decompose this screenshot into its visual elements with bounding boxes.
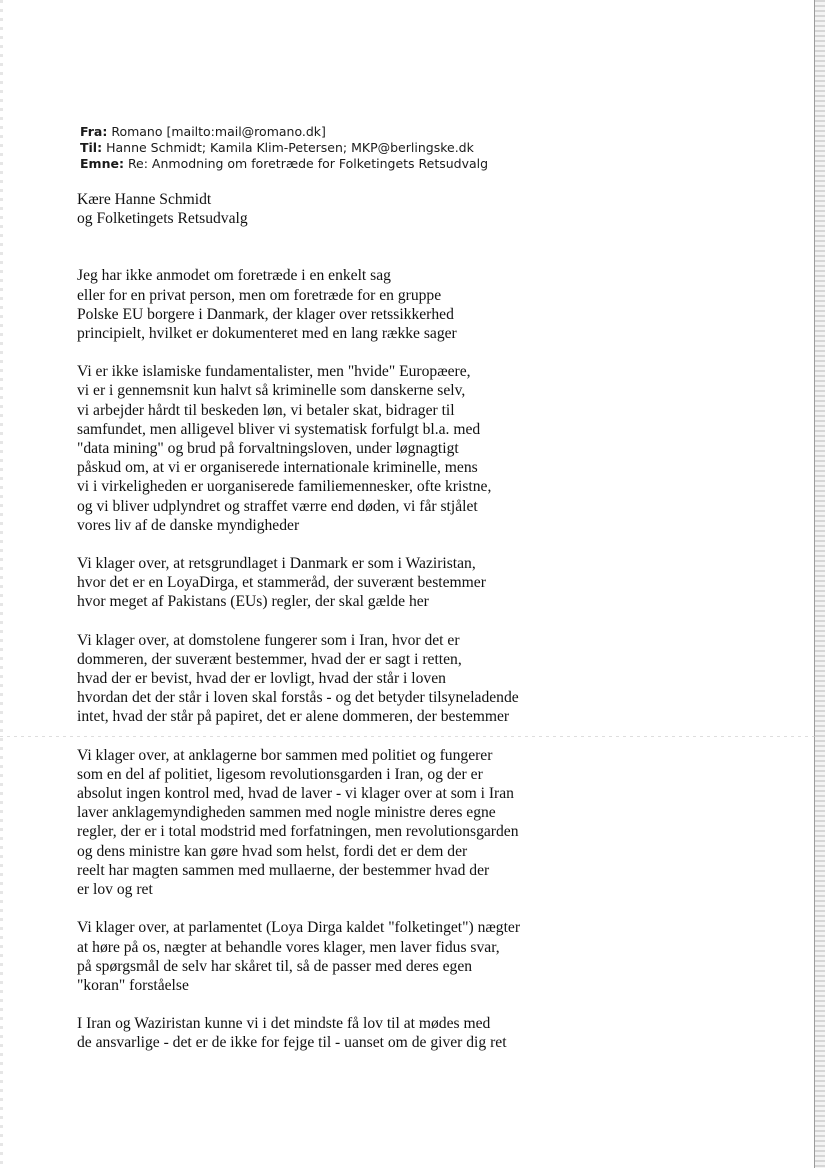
text-line: hvor meget af Pakistans (EUs) regler, der skal gælde her [77,593,429,611]
text-line: hvor det er en LoyaDirga, et stammeråd, der suverænt bestemmer [77,574,486,592]
text-line: principielt, hvilket er dokumenteret med en lang række sager [77,325,457,343]
email-to-row [80,140,488,156]
text-line: Vi klager over, at domstolene fungerer som i Iran, hvor det er [77,631,460,649]
email-subject-label: Emne: [80,156,124,171]
text-line: de ansvarlige - det er de ikke for fejge til - uanset om de giver dig ret [77,1034,507,1052]
email-from-value: Romano [mailto:mail@romano.dk] [111,124,326,139]
text-line: Vi klager over, at retsgrundlaget i Danmark er som i Waziristan, [77,555,476,573]
paragraph-6 [77,918,520,995]
paragraph-3 [77,554,520,612]
text-line: dommeren, der suverænt bestemmer, hvad der er sagt i retten, [77,650,462,668]
email-from-row [80,124,488,140]
text-line: vi i virkeligheden er uorganiserede familiemennesker, ofte kristne, [77,478,492,496]
paragraph-7 [77,1014,520,1052]
text-line: absolut ingen kontrol med, hvad de laver - vi klager over at som i Iran [77,785,514,803]
text-line: og vi bliver udplyndret og straffet værre end døden, vi får stjålet [77,497,478,515]
text-line: påskud om, at vi er organiserede internationale kriminelle, mens [77,459,478,477]
paragraph-4 [77,631,520,727]
email-from-label: Fra: [80,124,108,139]
email-to-label: Til: [80,140,103,155]
text-line: "data mining" og brud på forvaltningsloven, under løgnagtigt [77,440,459,458]
text-line: laver anklagemyndigheden sammen med nogle ministre deres egne [77,804,496,822]
text-line: Vi er ikke islamiske fundamentalister, men "hvide" Europæere, [77,363,471,381]
paragraph-5 [77,746,520,900]
text-line: som en del af politiet, ligesom revolutionsgarden i Iran, og der er [77,765,483,783]
text-line: Polske EU borgere i Danmark, der klager over retssikkerhed [77,305,454,323]
letter-greeting [77,190,520,228]
text-line: samfundet, men alligevel bliver vi systematisk forfulgt bl.a. med [77,420,481,438]
text-line: Jeg har ikke anmodet om foretræde i en enkelt sag [77,267,391,285]
text-line: Vi klager over, at parlamentet (Loya Dirga kaldet "folketinget") nægter [77,919,521,937]
text-line: vores liv af de danske myndigheder [77,516,300,534]
scan-edge-right [814,0,825,1168]
text-line: hvordan det der står i loven skal forstås - og det betyder tilsyneladende [77,689,519,707]
text-line: og dens ministre kan gøre hvad som helst, fordi det er dem der [77,842,468,860]
text-line: reelt har magten sammen med mullaerne, der bestemmer hvad der [77,861,490,879]
text-line: regler, der er i total modstrid med forfatningen, men revolutionsgarden [77,823,519,841]
text-line: intet, hvad der står på papiret, det er alene dommeren, der bestemmer [77,708,510,726]
paragraph-2 [77,362,520,535]
text-line: på spørgsmål de selv har skåret til, så de passer med deres egen [77,957,473,975]
email-subject-value: Re: Anmodning om foretræde for Folketingets Retsudvalg [127,156,489,171]
text-line: er lov og ret [77,881,153,899]
text-line: hvad der er bevist, hvad der er lovligt, hvad der står i loven [77,670,446,688]
email-subject-row [80,156,488,172]
greeting-line: Kære Hanne Schmidt [77,191,212,208]
text-line: at høre på os, nægter at behandle vores klager, men laver fidus svar, [77,938,500,956]
letter-body [77,190,520,1072]
text-line: vi arbejder hårdt til beskeden løn, vi betaler skat, bidrager til [77,401,455,419]
text-line: Vi klager over, at anklagerne bor sammen med politiet og fungerer [77,746,493,764]
text-line: "koran" forståelse [77,976,189,994]
text-line: I Iran og Waziristan kunne vi i det mindste få lov til at mødes med [77,1015,491,1033]
email-header [80,124,488,172]
email-to-value: Hanne Schmidt; Kamila Klim-Petersen; MKP@berlingske.dk [106,140,474,155]
text-line: eller for en privat person, men om foretræde for en gruppe [77,286,442,304]
scan-edge-left [0,0,3,1168]
text-line: vi er i gennemsnit kun halvt så kriminelle som danskerne selv, [77,382,466,400]
paragraph-1 [77,266,520,343]
greeting-line: og Folketingets Retsudvalg [77,210,248,228]
